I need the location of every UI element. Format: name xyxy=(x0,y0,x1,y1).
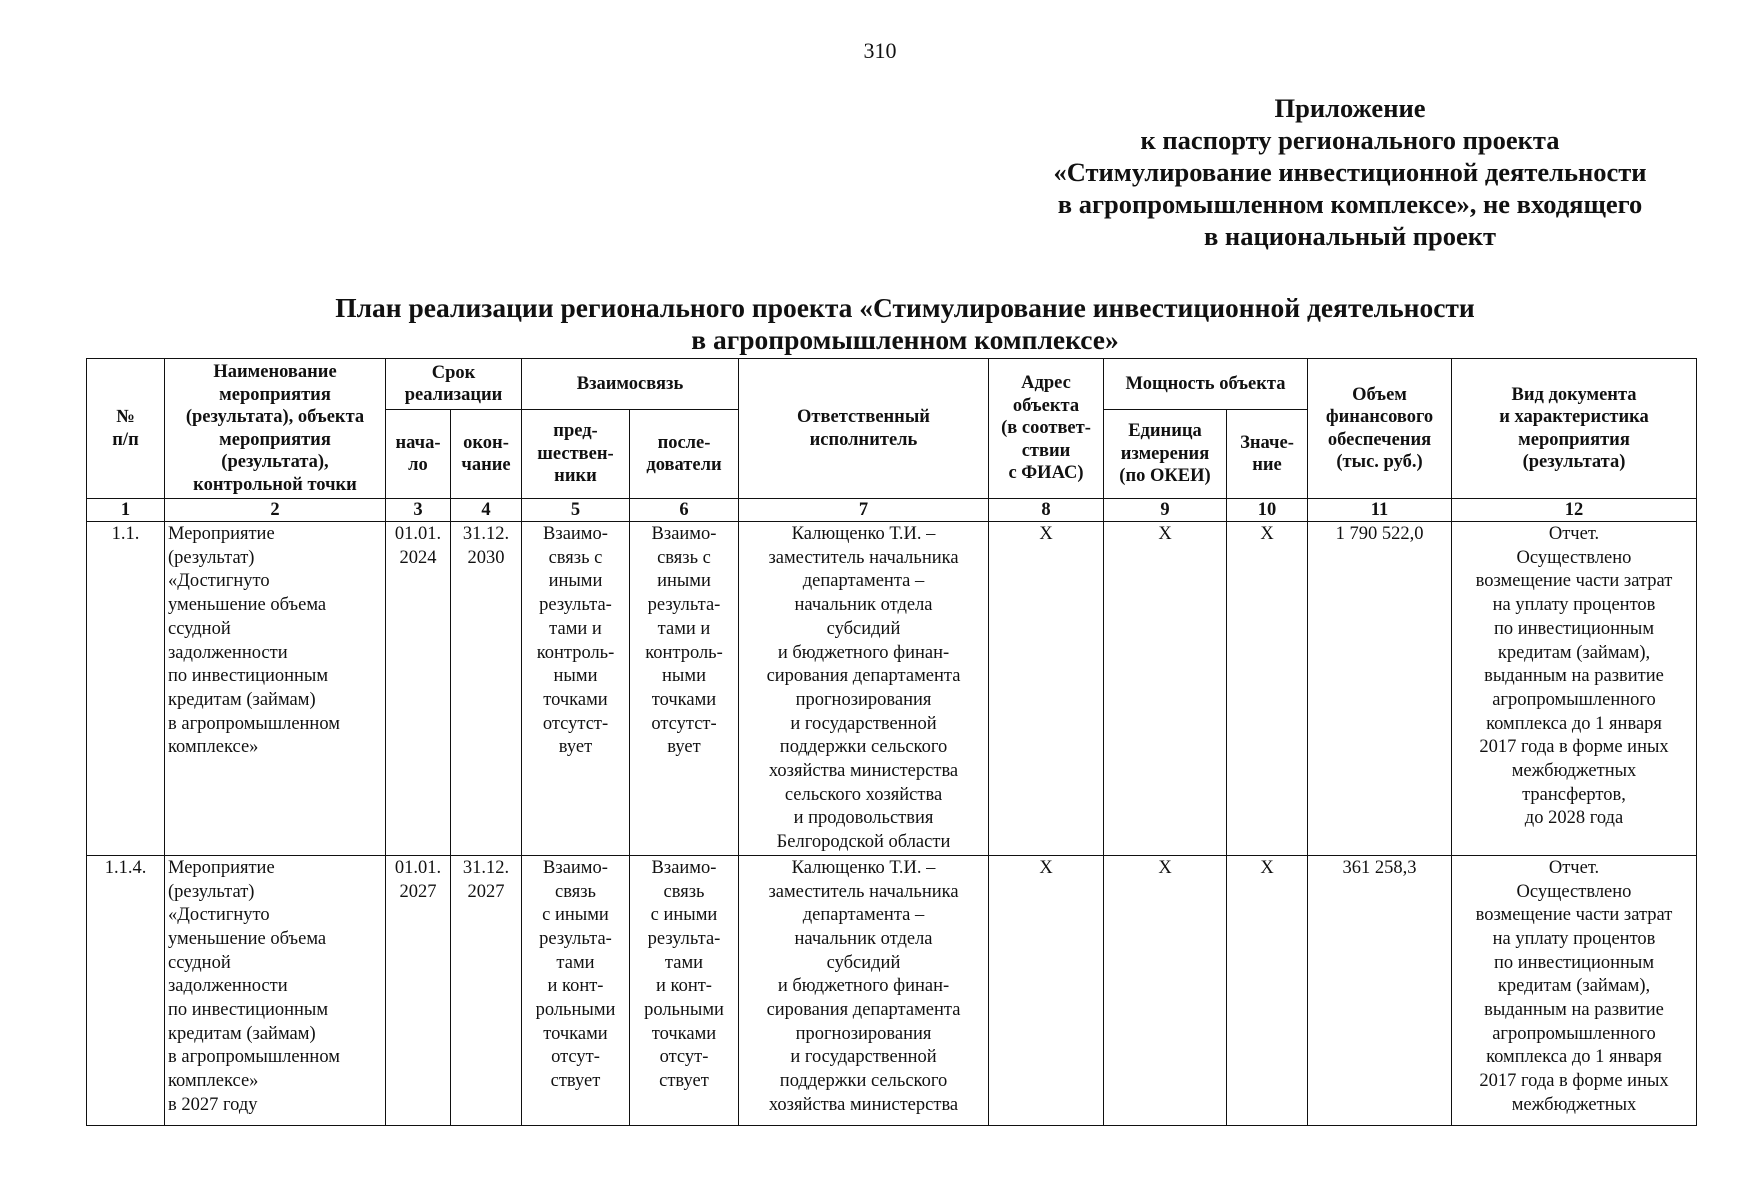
text-line: и бюджетного финан- xyxy=(777,976,950,997)
text-line: после- xyxy=(657,432,711,453)
header-name xyxy=(165,359,386,499)
text-line: Мероприятие xyxy=(168,524,275,544)
text-line: шествен- xyxy=(537,443,614,464)
end-date xyxy=(451,522,522,856)
header-predecessors xyxy=(522,410,630,499)
header-term-end xyxy=(451,410,522,499)
text-line: Объем xyxy=(1352,384,1407,405)
text-line: № xyxy=(116,407,135,427)
text-line: сирования департамента xyxy=(766,1000,961,1021)
text-line: (результат) xyxy=(168,547,255,568)
text-line: в 2027 году xyxy=(168,1094,258,1115)
text-line: субсидий xyxy=(826,618,901,639)
text-line: межбюджетных xyxy=(1511,761,1637,782)
text-line: выданным на развитие xyxy=(1484,1000,1664,1021)
text-line: тами и xyxy=(657,618,711,639)
followers-cell xyxy=(630,855,739,1125)
text-line: ствии xyxy=(1021,440,1071,461)
appendix-line: к паспорту регионального проекта xyxy=(1140,125,1560,155)
text-line: мероприятия xyxy=(219,384,331,405)
text-line: заместитель начальника xyxy=(768,881,959,902)
text-line: отсутст- xyxy=(651,713,717,734)
text-line: на уплату процентов xyxy=(1492,595,1656,616)
text-line: Отчет. xyxy=(1548,857,1600,878)
text-line: измерения xyxy=(1120,443,1210,464)
text-line: выданным на развитие xyxy=(1484,666,1664,687)
text-line: Взаимо- xyxy=(543,524,608,544)
header-term xyxy=(386,359,522,410)
text-line: рольными xyxy=(644,1000,724,1021)
text-line: по инвестиционным xyxy=(168,666,329,687)
start-date xyxy=(386,522,451,856)
text-line: задолженности xyxy=(168,642,288,663)
column-number: 10 xyxy=(1227,499,1308,522)
text-line: Белгородской области xyxy=(776,832,951,853)
address-cell: Х xyxy=(989,522,1104,856)
column-number: 8 xyxy=(989,499,1104,522)
text-line: с иными xyxy=(650,905,718,926)
text-line: результа- xyxy=(539,595,612,616)
text-line: тами xyxy=(556,952,595,973)
text-line: агропромышленного xyxy=(1492,689,1656,710)
text-line: иными xyxy=(548,571,603,592)
header-capacity: Мощность объекта xyxy=(1104,359,1308,410)
text-line: Единица xyxy=(1128,421,1202,442)
volume-cell: 361 258,3 xyxy=(1308,855,1452,1125)
text-line: п/п xyxy=(112,429,139,450)
text-line: начальник отдела xyxy=(794,928,933,949)
text-line: и государственной xyxy=(790,1047,937,1068)
text-line: «Достигнуто xyxy=(168,905,270,926)
text-line: контроль- xyxy=(536,642,615,663)
text-line: иными xyxy=(657,571,711,592)
text-line: ние xyxy=(1252,455,1282,476)
text-line: точками xyxy=(543,1023,608,1044)
text-line: уменьшение объема xyxy=(168,595,327,616)
text-line: ствует xyxy=(550,1071,601,1092)
text-line: кредитам (займам) xyxy=(168,689,316,710)
text-line: и продовольствия xyxy=(793,808,934,829)
text-line: Адрес xyxy=(1021,373,1071,394)
text-line: сельского хозяйства xyxy=(784,784,943,805)
appendix-line: «Стимулирование инвестиционной деятельности xyxy=(1053,157,1647,187)
unit-cell: Х xyxy=(1104,522,1227,856)
text-line: и характеристика xyxy=(1499,407,1649,427)
text-line: точками xyxy=(543,689,608,710)
column-number: 2 xyxy=(165,499,386,522)
text-line: тами и xyxy=(549,618,602,639)
header-followers xyxy=(630,410,739,499)
text-line: до 2028 года xyxy=(1524,808,1624,829)
text-line: отсут- xyxy=(659,1047,709,1068)
volume-cell: 1 790 522,0 xyxy=(1308,522,1452,856)
text-line: ники xyxy=(554,466,597,487)
text-line: Вид документа xyxy=(1511,384,1637,405)
text-line: в агропромышленном xyxy=(168,713,340,734)
plan-title xyxy=(260,292,1550,356)
text-line: прогнозирования xyxy=(795,1023,932,1044)
column-number: 5 xyxy=(522,499,630,522)
column-number: 7 xyxy=(739,499,989,522)
column-number: 1 xyxy=(87,499,165,522)
text-line: уменьшение объема xyxy=(168,928,327,949)
implementation-plan-table xyxy=(86,358,1697,1126)
row-number: 1.1.4. xyxy=(87,855,165,1125)
text-line: 2030 xyxy=(467,547,505,568)
appendix-line: в агропромышленном комплексе», не входящего xyxy=(1057,189,1643,219)
table-row xyxy=(87,855,1697,1125)
text-line: вует xyxy=(558,737,593,758)
text-line: (результата), xyxy=(221,452,329,472)
text-line: и конт- xyxy=(656,976,712,997)
document-cell xyxy=(1452,855,1697,1125)
text-line: Осуществлено xyxy=(1516,881,1632,902)
text-line: 01.01. xyxy=(394,524,442,544)
header-unit xyxy=(1104,410,1227,499)
header-value xyxy=(1227,410,1308,499)
text-line: ссудной xyxy=(168,952,231,973)
text-line: по инвестиционным xyxy=(1493,618,1655,639)
text-line: Отчет. xyxy=(1548,524,1600,544)
text-line: в агропромышленном xyxy=(168,1047,340,1068)
text-line: Калющенко Т.И. – xyxy=(791,857,936,878)
text-line: ло xyxy=(408,455,428,476)
text-line: возмещение части затрат xyxy=(1475,905,1673,926)
text-line: 2017 года в форме иных xyxy=(1479,1071,1669,1092)
text-line: (по ОКЕИ) xyxy=(1119,466,1211,487)
text-line: начальник отдела xyxy=(794,595,933,616)
text-line: чание xyxy=(461,455,511,476)
appendix-heading xyxy=(1000,92,1700,252)
text-line: контроль- xyxy=(645,642,723,663)
header-num xyxy=(87,359,165,499)
text-line: заместитель начальника xyxy=(768,547,959,568)
text-line: Взаимо- xyxy=(651,524,717,544)
text-line: (тыс. руб.) xyxy=(1336,452,1423,472)
text-line: и государственной xyxy=(790,713,937,734)
text-line: мероприятия xyxy=(219,429,331,450)
start-date xyxy=(386,855,451,1125)
column-number: 4 xyxy=(451,499,522,522)
text-line: объекта xyxy=(1012,395,1080,416)
text-line: поддержки сельского xyxy=(779,1071,948,1092)
text-line: ствует xyxy=(659,1071,709,1092)
text-line: точками xyxy=(651,689,717,710)
appendix-line: Приложение xyxy=(1274,93,1426,123)
header-term-start xyxy=(386,410,451,499)
text-line: 01.01. xyxy=(394,857,442,878)
header-responsible xyxy=(739,359,989,499)
appendix-line: в национальный проект xyxy=(1203,221,1497,251)
text-line: связь с xyxy=(657,547,711,568)
event-name xyxy=(165,855,386,1125)
text-line: результа- xyxy=(647,928,721,949)
row-number: 1.1. xyxy=(87,522,165,856)
text-line: «Достигнуто xyxy=(168,571,270,592)
end-date xyxy=(451,855,522,1125)
text-line: по инвестиционным xyxy=(168,1000,329,1021)
text-line: рольными xyxy=(535,1000,616,1021)
text-line: кредитам (займам) xyxy=(168,1023,316,1044)
text-line: результа- xyxy=(647,595,721,616)
text-line: 2017 года в форме иных xyxy=(1479,737,1669,758)
responsible-cell xyxy=(739,855,989,1125)
text-line: прогнозирования xyxy=(795,689,932,710)
text-line: 31.12. xyxy=(462,857,510,878)
text-line: с ФИАС) xyxy=(1008,463,1084,484)
responsible-cell xyxy=(739,522,989,856)
text-line: мероприятия xyxy=(1518,429,1630,450)
text-line: комплексе» xyxy=(168,1071,259,1092)
text-line: отсутст- xyxy=(542,713,609,734)
text-line: Наименование xyxy=(213,362,337,382)
text-line: (в соответ- xyxy=(1001,418,1091,439)
text-line: Взаимо- xyxy=(651,857,717,878)
text-line: Осуществлено xyxy=(1516,547,1632,568)
text-line: межбюджетных xyxy=(1511,1094,1637,1115)
text-line: поддержки сельского xyxy=(779,737,948,758)
text-line: дователи xyxy=(646,455,722,476)
text-line: Калющенко Т.И. – xyxy=(791,524,936,544)
text-line: хозяйства министерства xyxy=(768,761,959,782)
text-line: возмещение части затрат xyxy=(1475,571,1673,592)
column-number: 9 xyxy=(1104,499,1227,522)
text-line: и конт- xyxy=(547,976,604,997)
text-line: пред- xyxy=(553,421,598,442)
plan-title-line: План реализации регионального проекта «Стимулирование инвестиционной деятельности xyxy=(335,292,1475,323)
value-cell: Х xyxy=(1227,522,1308,856)
text-line: связь xyxy=(663,881,705,902)
text-line: финансового xyxy=(1325,407,1434,427)
unit-cell: Х xyxy=(1104,855,1227,1125)
text-line: Срок xyxy=(431,362,476,383)
text-line: по инвестиционным xyxy=(1493,952,1655,973)
text-line: Ответственный xyxy=(797,407,930,427)
text-line: сирования департамента xyxy=(766,666,961,687)
text-line: субсидий xyxy=(826,952,901,973)
text-line: отсут- xyxy=(551,1047,600,1068)
text-line: с иными xyxy=(542,905,609,926)
text-line: и бюджетного финан- xyxy=(777,642,950,663)
predecessors-cell xyxy=(522,522,630,856)
text-line: на уплату процентов xyxy=(1492,928,1656,949)
text-line: тами xyxy=(664,952,704,973)
text-line: вует xyxy=(667,737,701,758)
address-cell: Х xyxy=(989,855,1104,1125)
text-line: нача- xyxy=(395,432,441,453)
text-line: департамента – xyxy=(802,905,925,926)
text-line: Значе- xyxy=(1240,432,1294,453)
page-number: 310 xyxy=(863,38,897,63)
text-line: ными xyxy=(662,666,706,687)
text-line: связь xyxy=(555,881,596,902)
text-line: комплекса до 1 января xyxy=(1486,713,1662,734)
predecessors-cell xyxy=(522,855,630,1125)
text-line: окон- xyxy=(463,432,509,453)
text-line: ными xyxy=(553,666,598,687)
text-line: 31.12. xyxy=(462,524,510,544)
header-address xyxy=(989,359,1104,499)
text-line: Мероприятие xyxy=(168,857,275,878)
column-number: 6 xyxy=(630,499,739,522)
text-line: комплексе» xyxy=(168,737,259,758)
text-line: связь с xyxy=(548,547,603,568)
plan-title-line: в агропромышленном комплексе» xyxy=(691,324,1119,355)
text-line: реализации xyxy=(404,385,503,406)
text-line: Взаимо- xyxy=(543,857,608,878)
text-line: точками xyxy=(651,1023,717,1044)
header-doc-type xyxy=(1452,359,1697,499)
table-row xyxy=(87,522,1697,856)
text-line: хозяйства министерства xyxy=(768,1094,959,1115)
column-number: 3 xyxy=(386,499,451,522)
column-number: 12 xyxy=(1452,499,1697,522)
text-line: задолженности xyxy=(168,976,288,997)
text-line: (результата) xyxy=(1522,452,1626,472)
text-line: (результат) xyxy=(168,881,255,902)
text-line: (результата), объекта xyxy=(185,407,365,427)
text-line: результа- xyxy=(539,928,612,949)
event-name xyxy=(165,522,386,856)
text-line: трансфертов, xyxy=(1522,784,1626,805)
text-line: контрольной точки xyxy=(193,474,357,495)
text-line: 2024 xyxy=(399,547,437,568)
text-line: ссудной xyxy=(168,618,231,639)
column-number: 11 xyxy=(1308,499,1452,522)
text-line: 2027 xyxy=(467,881,505,902)
text-line: комплекса до 1 января xyxy=(1486,1047,1662,1068)
text-line: исполнитель xyxy=(809,429,918,450)
header-volume xyxy=(1308,359,1452,499)
text-line: кредитам (займам), xyxy=(1497,976,1651,997)
text-line: 2027 xyxy=(399,881,437,902)
value-cell: Х xyxy=(1227,855,1308,1125)
header-relation: Взаимосвязь xyxy=(522,359,739,410)
text-line: агропромышленного xyxy=(1492,1023,1656,1044)
text-line: кредитам (займам), xyxy=(1497,642,1651,663)
document-cell xyxy=(1452,522,1697,856)
text-line: департамента – xyxy=(802,571,925,592)
followers-cell xyxy=(630,522,739,856)
text-line: обеспечения xyxy=(1327,429,1432,450)
